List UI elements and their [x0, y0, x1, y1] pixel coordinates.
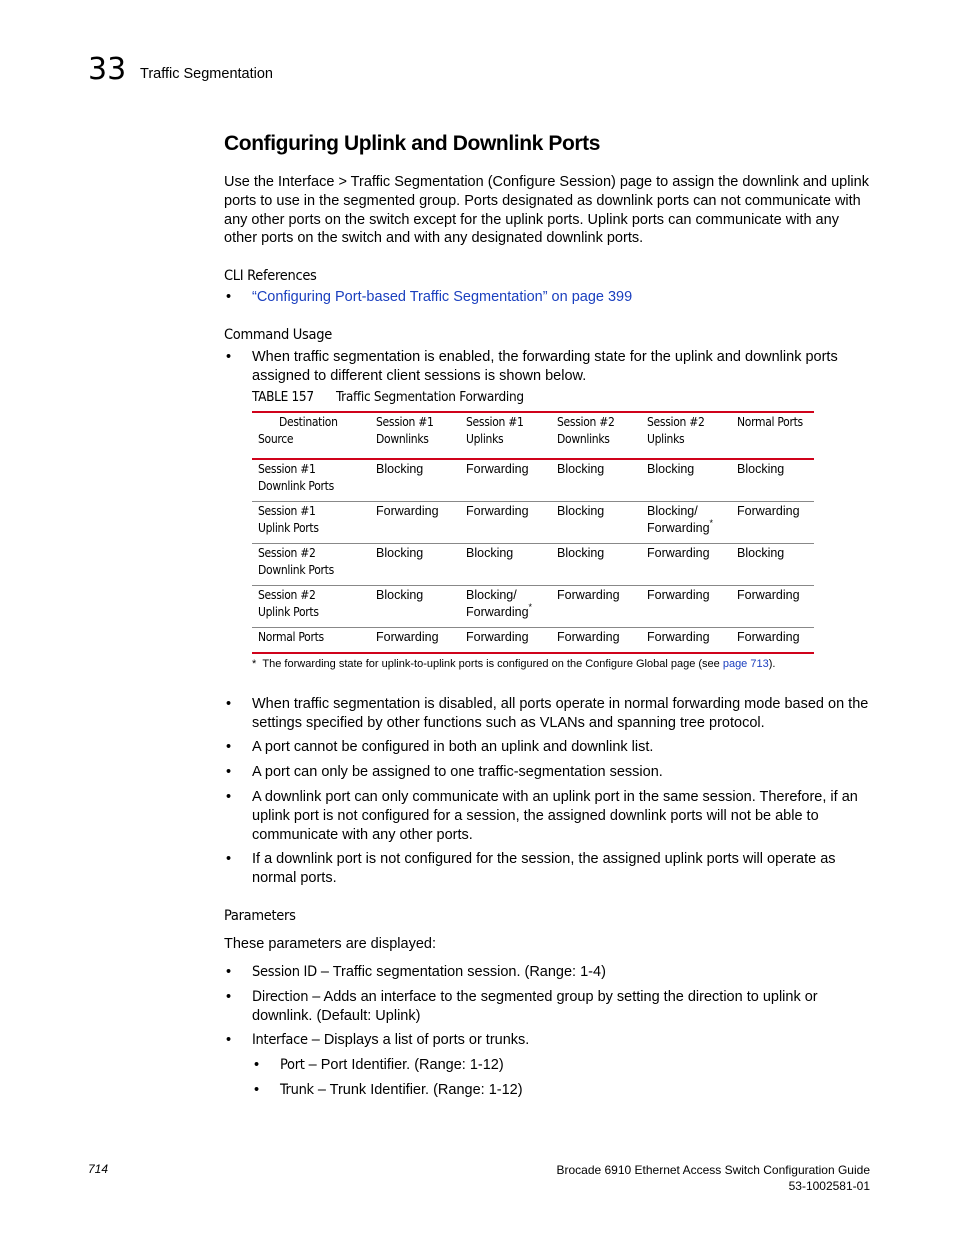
table-cell: Forwarding	[466, 630, 529, 644]
table-cell: Forwarding	[737, 588, 800, 602]
list-item: • A port cannot be configured in both an uplink and downlink list.	[226, 739, 654, 755]
table-cell: Blocking	[376, 588, 424, 602]
chapter-title: Traffic Segmentation	[140, 66, 273, 82]
list-item: • If a downlink port is not configured for the session, the assigned uplink ports will operate as normal ports.	[226, 851, 836, 886]
table-cell: Blocking	[737, 546, 785, 560]
list-item: • A downlink port can only communicate with an uplink port in the same session. Therefore, if an uplink port is not configured for a session, the assigned downlink ports will not be able to communicate with any other ports.	[226, 789, 858, 843]
row-rule	[252, 585, 814, 586]
parameter-name: Port	[280, 1057, 305, 1073]
parameter-name: Interface	[252, 1032, 308, 1048]
table-caption-title: Traffic Segmentation Forwarding	[336, 389, 524, 405]
parameter-item: • Interface – Displays a list of ports or trunks.	[226, 1032, 530, 1048]
command-usage-item	[224, 348, 872, 386]
table-cell: Forwarding	[466, 504, 529, 518]
column-header: Session #2 Downlinks	[557, 415, 615, 446]
parameter-name: Session ID	[252, 964, 317, 980]
table-cell: Forwarding	[376, 504, 439, 518]
table-cell: Forwarding	[647, 588, 710, 602]
corner-destination: Destination	[279, 415, 338, 429]
table-cell: Blocking	[557, 504, 605, 518]
bullet-text: When traffic segmentation is enabled, the forwarding state for the uplink and downlink ports assigned to different client sessions is shown below.	[252, 349, 838, 384]
corner-source: Source	[258, 432, 294, 446]
footer-guide-info	[556, 1162, 870, 1194]
command-usage-heading: Command Usage	[224, 327, 332, 343]
table-cell: Forwarding	[376, 630, 439, 644]
table-caption-label: TABLE 157	[252, 389, 314, 405]
table-cell: Blocking	[557, 546, 605, 560]
parameter-item: • Session ID – Traffic segmentation session. (Range: 1-4)	[226, 964, 606, 980]
bullet-icon: •	[226, 289, 232, 305]
footnote-marker: *	[528, 602, 533, 612]
column-header: Normal Ports	[737, 415, 803, 429]
bullet-icon: •	[226, 739, 232, 755]
table-cell: Forwarding	[647, 546, 710, 560]
bullet-icon: •	[226, 989, 232, 1005]
list-item: • When traffic segmentation is disabled, all ports operate in normal forwarding mode based on the settings specified by other functions such as VLANs and spanning tree protocol.	[226, 696, 869, 731]
parameters-heading: Parameters	[224, 908, 296, 924]
bullet-icon: •	[226, 696, 232, 712]
row-rule	[252, 543, 814, 544]
parameters-intro: These parameters are displayed:	[224, 936, 436, 952]
table-cell: Forwarding	[647, 630, 710, 644]
table-cell: Blocking	[557, 462, 605, 476]
cli-reference-item	[224, 288, 872, 307]
intro-paragraph: Use the Interface > Traffic Segmentation (Configure Session) page to assign the downlink and uplink ports to use in the segmented group. Ports designated as downlink ports can not communicate with any other ports on the switch except for the uplink ports. Uplink ports can communicate with any other ports on the switch and with any designated downlink ports.	[224, 174, 869, 247]
bullet-icon: •	[226, 851, 232, 867]
row-header: Normal Ports	[258, 630, 324, 644]
footnote-marker: *	[709, 518, 714, 528]
table-cell: Forwarding	[737, 630, 800, 644]
table-cell: Blocking	[376, 462, 424, 476]
guide-title: Brocade 6910 Ethernet Access Switch Configuration Guide	[556, 1163, 870, 1177]
table-caption	[252, 389, 524, 405]
column-header: Session #2 Uplinks	[647, 415, 705, 446]
parameter-subitem: • Trunk – Trunk Identifier. (Range: 1-12)	[254, 1082, 523, 1098]
row-header: Session #2 Downlink Ports	[258, 546, 334, 577]
column-header: Session #1 Uplinks	[466, 415, 524, 446]
table-bottom-rule	[252, 652, 814, 654]
forwarding-table	[252, 411, 814, 656]
table-cell: Forwarding	[557, 588, 620, 602]
bullet-icon: •	[226, 349, 232, 365]
section-title: Configuring Uplink and Downlink Ports	[224, 132, 601, 155]
table-footnote: * The forwarding state for uplink-to-uplink ports is configured on the Configure Global page (see page 713).	[252, 658, 776, 670]
column-header: Session #1 Downlinks	[376, 415, 434, 446]
table-cell: Blocking	[647, 462, 695, 476]
header-rule	[252, 458, 814, 460]
table-cell: Blocking/ Forwarding*	[647, 504, 714, 535]
table-cell: Blocking	[737, 462, 785, 476]
table-cell: Forwarding	[737, 504, 800, 518]
cli-references-heading: CLI References	[224, 268, 317, 284]
row-rule	[252, 501, 814, 502]
row-header: Session #1 Uplink Ports	[258, 504, 319, 535]
row-header: Session #2 Uplink Ports	[258, 588, 319, 619]
bullet-icon: •	[254, 1082, 260, 1098]
chapter-number: 33	[88, 52, 127, 87]
page-number: 714	[88, 1162, 109, 1176]
row-header: Session #1 Downlink Ports	[258, 462, 334, 493]
doc-number: 53-1002581-01	[788, 1179, 870, 1193]
parameter-subitem: • Port – Port Identifier. (Range: 1-12)	[254, 1057, 504, 1073]
bullet-icon: •	[226, 764, 232, 780]
parameter-name: Direction	[252, 989, 309, 1005]
bullet-icon: •	[226, 789, 232, 805]
bullet-icon: •	[226, 1032, 232, 1048]
parameter-name: Trunk	[280, 1082, 314, 1098]
cli-reference-link[interactable]: “Configuring Port-based Traffic Segmentation” on page 399	[252, 289, 633, 305]
table-cell: Forwarding	[557, 630, 620, 644]
parameter-item: • Direction – Adds an interface to the segmented group by setting the direction to uplink or downlink. (Default: Uplink)	[226, 989, 818, 1024]
list-item: • A port can only be assigned to one traffic-segmentation session.	[226, 764, 663, 780]
table-top-rule	[252, 411, 814, 413]
footnote-page-link[interactable]: page 713	[722, 658, 769, 670]
bullet-icon: •	[226, 964, 232, 980]
table-cell: Forwarding	[466, 462, 529, 476]
table-cell: Blocking/ Forwarding*	[466, 588, 533, 619]
row-rule	[252, 627, 814, 628]
table-cell: Blocking	[376, 546, 424, 560]
bullet-icon: •	[254, 1057, 260, 1073]
table-cell: Blocking	[466, 546, 514, 560]
